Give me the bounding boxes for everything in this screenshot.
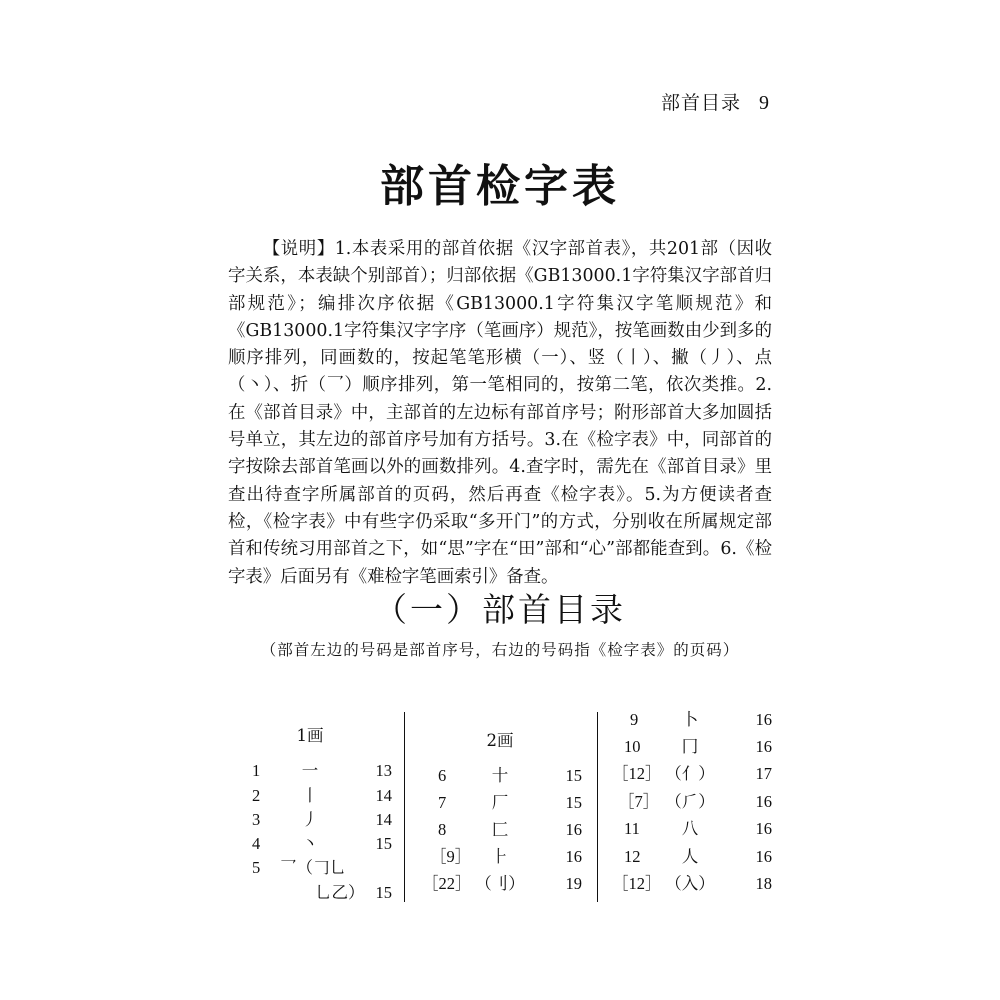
radical-number: 3 <box>252 810 261 829</box>
radical-number: ［9］ <box>430 847 472 866</box>
group-heading: 2画 <box>486 731 514 750</box>
radical-glyph: 八 <box>681 819 699 838</box>
radical-page: 15 <box>565 766 582 785</box>
page-title: 部首检字表 <box>380 161 620 212</box>
group-heading: 1画 <box>296 726 324 745</box>
radical-page: 16 <box>755 710 772 729</box>
radical-page: 16 <box>565 820 582 839</box>
radical-glyph: （刂） <box>475 874 525 893</box>
radical-number: 10 <box>624 737 641 756</box>
radical-glyph: 冂 <box>681 737 699 756</box>
radical-number: ［22］ <box>422 874 472 893</box>
radical-glyph: 丿 <box>301 810 319 829</box>
radical-page: 14 <box>375 786 392 805</box>
radical-glyph: 丶 <box>301 834 319 853</box>
radical-glyph: ⺊ <box>491 847 509 866</box>
radical-number: 5 <box>252 858 261 877</box>
radical-page: 18 <box>755 874 772 893</box>
radical-page: 16 <box>755 792 772 811</box>
radical-number: ［12］ <box>612 874 662 893</box>
radical-page: 15 <box>375 834 392 853</box>
radical-number: ［12］ <box>612 764 662 783</box>
radical-glyph: （入） <box>665 874 715 893</box>
radical-page: 19 <box>565 874 582 893</box>
radical-number: 6 <box>438 766 447 785</box>
column-divider <box>597 712 598 902</box>
radical-page: 16 <box>755 737 772 756</box>
section-note: （部首左边的号码是部首序号，右边的号码指《检字表》的页码） <box>260 641 740 659</box>
radical-number: 9 <box>630 710 639 729</box>
page-number: 9 <box>759 92 770 114</box>
radical-glyph: 匚 <box>491 820 509 839</box>
radical-number: 1 <box>252 761 261 780</box>
intro-text: 【说明】1.本表采用的部首依据《汉字部首表》，共201部（因收字关系，本表缺个别部首）；归部依据《GB13000.1字符集汉字部首归部规范》；编排次序依据《GB13000.1字符集汉字笔顺规范》和《GB13000.1字符集汉字字序（笔画序）规范》，按笔画数由少到多的顺序排列，同画数的，按起笔笔形横（一）、竖（丨）、撇（丿）、点（丶）、折（乛）顺序排列，第一笔相同的，按第二笔，依次类推。2.在《部首目录》中，主部首的左边标有部首序号；附形部首大多加圆括号单立，其左边的部首序号加有方括号。3.在《检字表》中，同部首的字按除去部首笔画以外的画数排列。4.查字时，需先在《部首目录》里查出待查字所属部首的页码，然后再查《检字表》。5.为方便读者查检，《检字表》中有些字仍采取“多开门”的方式，分别收在所属规定部首和传统习用部首之下，如“思”字在“田”部和“心”部都能查到。6.《检字表》后面另有《难检字笔画索引》备查。 <box>228 239 772 587</box>
radical-glyph: 丨 <box>301 786 319 805</box>
radical-glyph: 人 <box>681 847 699 866</box>
running-head-title: 部首目录 <box>660 92 741 114</box>
radical-page: 16 <box>755 819 772 838</box>
radical-glyph: 厂 <box>491 793 509 812</box>
radical-page: 14 <box>375 810 392 829</box>
radical-number: 12 <box>624 847 641 866</box>
radical-page: 13 <box>375 761 392 780</box>
radical-page: 15 <box>375 883 392 902</box>
column-divider <box>404 712 405 902</box>
radical-number: 11 <box>624 819 640 838</box>
radical-page: 16 <box>755 847 772 866</box>
intro-paragraph <box>228 236 772 591</box>
radical-number: 2 <box>252 786 261 805</box>
radical-glyph: （⺁） <box>665 792 715 811</box>
running-head <box>661 88 770 115</box>
radical-glyph: 卜 <box>681 710 699 729</box>
radical-glyph: 一 <box>301 761 319 780</box>
radical-number: 7 <box>438 793 447 812</box>
radical-glyph: 乛（𠃌乚 <box>280 858 346 877</box>
radical-page: 16 <box>565 847 582 866</box>
radical-number: ［7］ <box>618 792 660 811</box>
radical-page: 17 <box>755 764 772 783</box>
radical-page: 15 <box>565 793 582 812</box>
radical-number: 8 <box>438 820 447 839</box>
radical-glyph: 十 <box>491 766 509 785</box>
radical-glyph-continued: 乚乙） <box>315 883 365 902</box>
radical-number: 4 <box>252 834 261 853</box>
radical-glyph: （亻） <box>665 764 715 783</box>
section-title: （一）部首目录 <box>374 590 626 629</box>
